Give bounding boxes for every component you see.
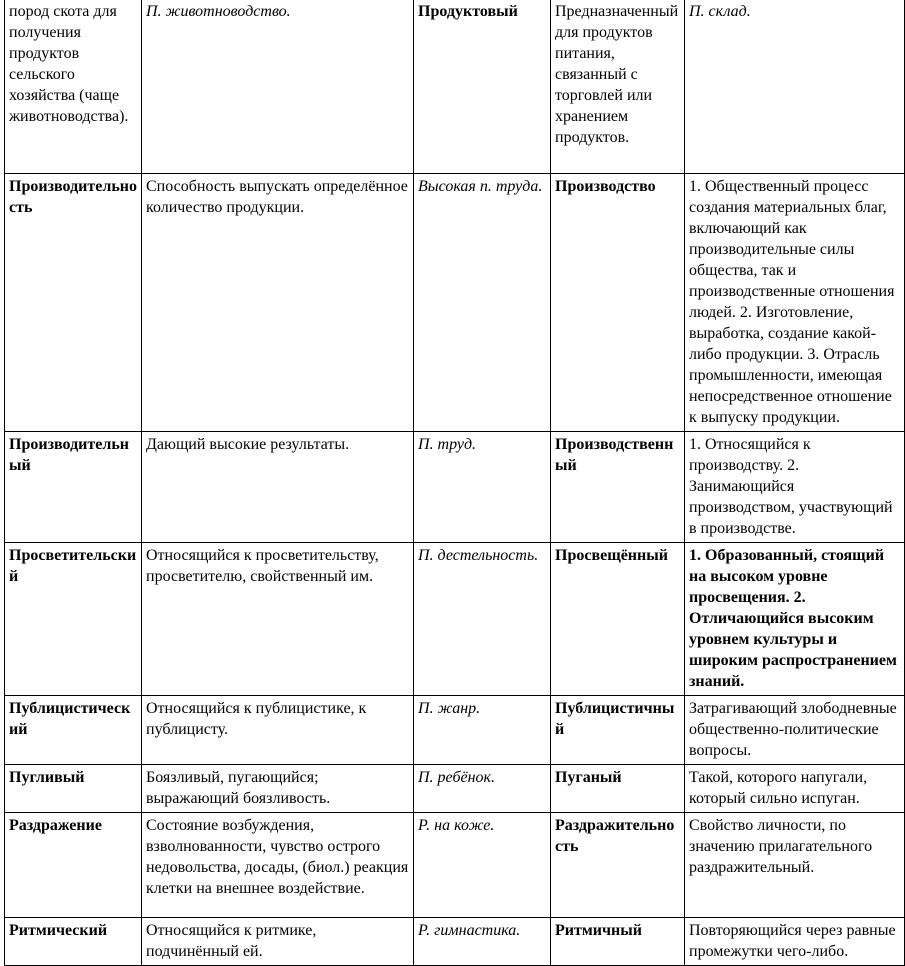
- word-cell: Просветительский: [5, 543, 142, 696]
- table-row: [5, 543, 905, 696]
- word-cell: Пугливый: [5, 765, 142, 813]
- paronym-word-cell: Ритмичный: [551, 918, 685, 966]
- table-row: [5, 696, 905, 765]
- example-cell: Р. на коже.: [414, 813, 551, 918]
- example-cell: П. ребёнок.: [414, 765, 551, 813]
- paronym-definition-cell: Затрагивающий злободневные общественно-политические вопросы.: [685, 696, 905, 765]
- definition-cell: Относящийся к ритмике, подчинённый ей.: [142, 918, 414, 966]
- word-cell: Публицистический: [5, 696, 142, 765]
- table-row: [5, 813, 905, 918]
- paronym-definition-cell: Повторяющийся через равные промежутки чего-либо.: [685, 918, 905, 966]
- paronym-definition-cell: 1. Общественный процесс создания материальных благ, включающий как производительные силы общества, так и производственные отношения людей. 2. Изготовление, выработка, создание какой-либо продукции. 3. Отрасль промышленности, имеющая непосредственное отношение к выпуску продукции.: [685, 174, 905, 432]
- paronym-word-cell: Пуганый: [551, 765, 685, 813]
- paronym-example-cell: П. склад.: [685, 0, 905, 174]
- definition-cell: Способность выпускать определённое количество продукции.: [142, 174, 414, 432]
- example-cell: П. животноводство.: [142, 0, 414, 174]
- table-row: [5, 174, 905, 432]
- paronym-definition-cell: Предназначенный для продуктов питания, связанный с торговлей или хранением продуктов.: [551, 0, 685, 174]
- example-cell: П. дестельность.: [414, 543, 551, 696]
- paronym-definition-cell: Свойство личности, по значению прилагательного раздражительный.: [685, 813, 905, 918]
- example-cell: Р. гимнастика.: [414, 918, 551, 966]
- definition-cell: Боязливый, пугающийся; выражающий боязливость.: [142, 765, 414, 813]
- paronym-definition-cell: Такой, которого напугали, который сильно испуган.: [685, 765, 905, 813]
- example-cell: Высокая п. труда.: [414, 174, 551, 432]
- definition-cell: пород скота для получения продуктов сельского хозяйства (чаще животноводства).: [5, 0, 142, 174]
- paronym-word-cell: Просвещённый: [551, 543, 685, 696]
- definition-cell: Дающий высокие результаты.: [142, 432, 414, 543]
- table-row: [5, 918, 905, 966]
- word-cell: Производительный: [5, 432, 142, 543]
- word-cell: Раздражение: [5, 813, 142, 918]
- word-cell: Производительность: [5, 174, 142, 432]
- paronym-word-cell: Производство: [551, 174, 685, 432]
- paronym-word-cell: Производственный: [551, 432, 685, 543]
- word-cell: Ритмический: [5, 918, 142, 966]
- table-row: [5, 765, 905, 813]
- paronym-definition-cell: 1. Относящийся к производству. 2. Занимающийся производством, участвующий в производстве.: [685, 432, 905, 543]
- paronym-word-cell: Публицистичный: [551, 696, 685, 765]
- example-cell: П. жанр.: [414, 696, 551, 765]
- paronym-word-cell: Раздражительность: [551, 813, 685, 918]
- table-row: [5, 0, 905, 174]
- definition-cell: Состояние возбуждения, взволнованности, чувство острого недовольства, досады, (биол.) реакция клетки на внешнее воздействие.: [142, 813, 414, 918]
- paronym-word-cell: Продуктовый: [414, 0, 551, 174]
- paronym-definition-cell: 1. Образованный, стоящий на высоком уровне просвещения. 2. Отличающийся высоким уровнем культуры и широким распространением знаний.: [685, 543, 905, 696]
- table-row: [5, 432, 905, 543]
- paronyms-table: [4, 0, 905, 966]
- definition-cell: Относящийся к публицистике, к публицисту.: [142, 696, 414, 765]
- example-cell: П. труд.: [414, 432, 551, 543]
- definition-cell: Относящийся к просветительству, просветителю, свойственный им.: [142, 543, 414, 696]
